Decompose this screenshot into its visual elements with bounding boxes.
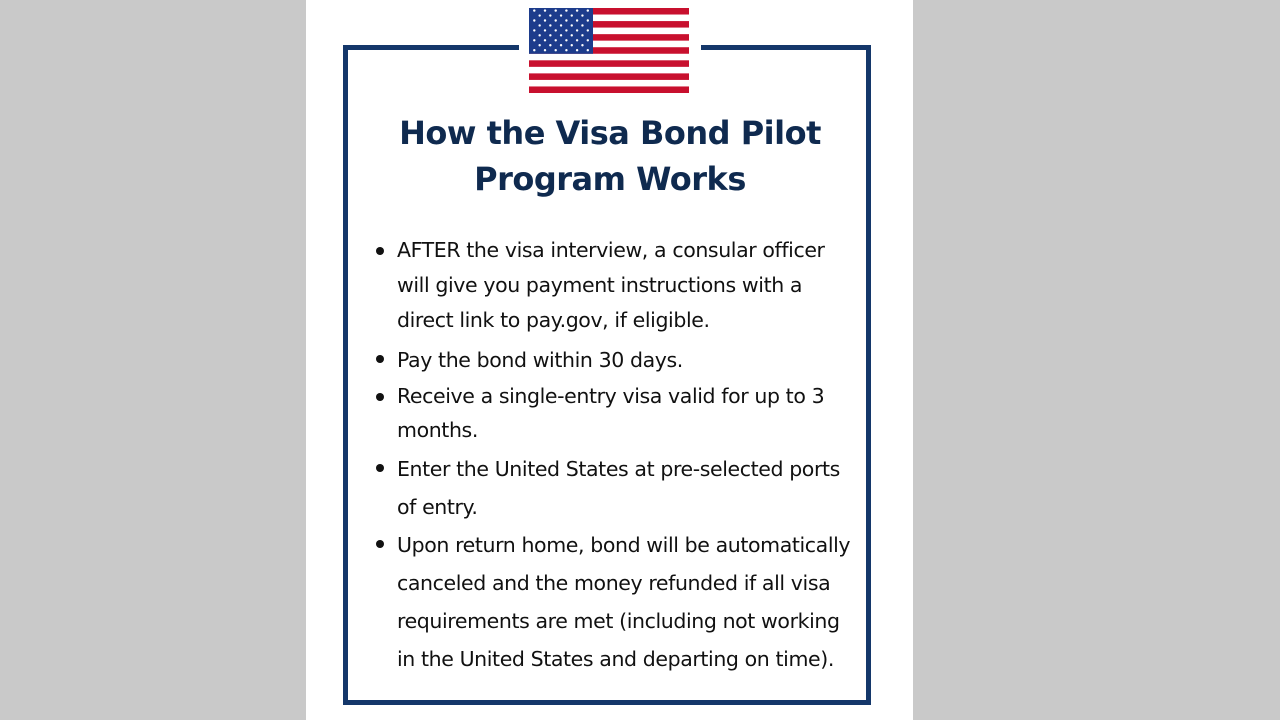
flag-star [576,39,578,41]
flag-star [587,39,589,41]
flag-star [571,34,573,36]
step-5-line-2: canceled and the money refunded if all visa [397,571,831,595]
step-4-line-1: Enter the United States at pre-selected ports [397,457,840,481]
flag-star [576,9,578,11]
flag-star [581,44,583,46]
step-2-line-1: Pay the bond within 30 days. [397,348,683,372]
flag-star [560,14,562,16]
flag-stripe [529,80,689,87]
step-5-line-3: requirements are met (including not working [397,609,840,633]
flag-star [555,29,557,31]
list-item [376,233,876,338]
step-4-line-2: of entry. [397,495,478,519]
flag-star [555,9,557,11]
title-line-2: Program Works [474,160,746,198]
step-1-line-3: direct link to pay.gov, if eligible. [397,308,710,332]
flag-star [587,9,589,11]
step-5-line-4: in the United States and departing on time). [397,647,834,671]
flag-star [555,49,557,51]
flag-star [538,24,540,26]
flag-star [544,39,546,41]
flag-star [555,19,557,21]
flag-star [571,44,573,46]
step-3-line-1: Receive a single-entry visa valid for up to 3 [397,384,825,408]
flag-star [581,34,583,36]
flag-star [565,49,567,51]
us-flag-icon [529,8,689,93]
step-3-line-2: months. [397,418,478,442]
flag-star [565,19,567,21]
step-5-line-1: Upon return home, bond will be automatically [397,533,851,557]
flag-star [576,29,578,31]
flag-star [565,39,567,41]
flag-star [560,24,562,26]
list-item [376,341,876,379]
flag-star [560,44,562,46]
flag-star [555,39,557,41]
step-1-line-2: will give you payment instructions with a [397,273,803,297]
flag-stripe [529,60,689,67]
flag-star [533,9,535,11]
flag-star [549,34,551,36]
flag-star [544,49,546,51]
flag-star [565,29,567,31]
flag-star [533,49,535,51]
flag-stripe [529,73,689,80]
flag-star [565,9,567,11]
flag-star [549,44,551,46]
step-1-line-1: AFTER the visa interview, a consular officer [397,238,825,262]
flag-star [549,24,551,26]
flag-stripe [529,54,689,61]
flag-stripe [529,86,689,93]
flag-star [538,34,540,36]
list-item [376,526,876,678]
flag-star [587,29,589,31]
flag-star [581,14,583,16]
flag-star [533,39,535,41]
list-item [376,379,876,447]
flag-star [538,44,540,46]
flag-star [587,49,589,51]
flag-stripe [529,67,689,74]
flag-star [538,14,540,16]
flag-star [581,24,583,26]
flag-star [571,14,573,16]
title-line-1: How the Visa Bond Pilot [399,114,821,152]
steps-list [376,233,876,678]
flag-star [533,29,535,31]
flag-star [533,19,535,21]
flag-star [560,34,562,36]
flag-star [549,14,551,16]
document-page [306,0,913,720]
flag-star [571,24,573,26]
list-item [376,450,876,526]
flag-star [576,49,578,51]
flag-star [544,29,546,31]
flag-star [544,19,546,21]
flag-star [587,19,589,21]
flag-star [576,19,578,21]
flag-star [544,9,546,11]
page-title [366,110,854,202]
